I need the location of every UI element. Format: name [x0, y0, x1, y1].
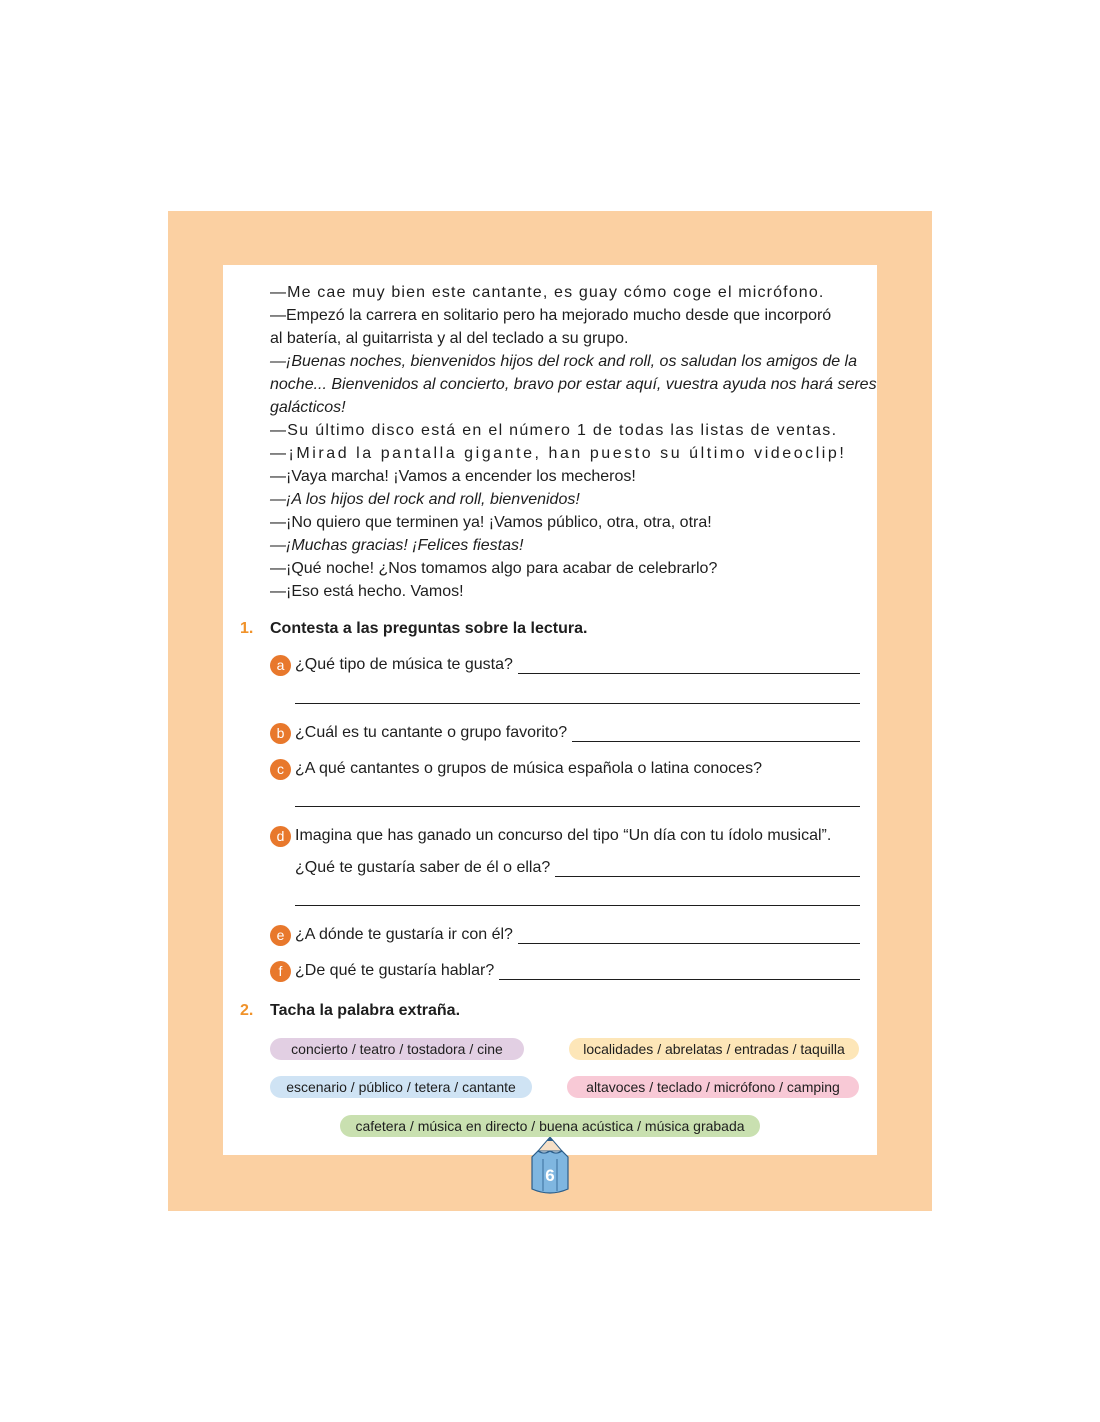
word-group-pill[interactable]: cafetera / música en directo / buena acústica / música grabada [340, 1115, 760, 1137]
answer-line[interactable] [555, 862, 860, 877]
question-letter-badge: a [270, 655, 291, 676]
question-text: ¿De qué te gustaría hablar? [295, 962, 495, 979]
task-1-heading [240, 617, 587, 641]
question-b [270, 720, 860, 746]
dialogue-line: —Empezó la carrera en solitario pero ha mejorado mucho desde que incorporó [270, 307, 832, 324]
task-2-heading [240, 999, 460, 1023]
dialogue-line: —¡Eso está hecho. Vamos! [270, 583, 464, 600]
task-number: 2. [240, 1002, 254, 1019]
question-letter-badge: b [270, 723, 291, 744]
question-f [270, 958, 860, 984]
dialogue-line: —Su último disco está en el número 1 de todas las listas de ventas. [270, 422, 838, 439]
dialogue-line: —¡Qué noche! ¿Nos tomamos algo para acabar de celebrarlo? [270, 560, 718, 577]
answer-line[interactable] [518, 659, 860, 674]
question-text: ¿Cuál es tu cantante o grupo favorito? [295, 724, 568, 741]
dialogue-line: galácticos! [270, 399, 346, 416]
word-group-pill[interactable]: altavoces / teclado / micrófono / camping [567, 1076, 859, 1098]
question-c [270, 756, 860, 782]
task-title: Contesta a las preguntas sobre la lectura. [270, 620, 588, 637]
question-text: Imagina que has ganado un concurso del tipo “Un día con tu ídolo musical”. [295, 827, 832, 844]
task-number: 1. [240, 620, 254, 637]
dialogue-line: —¡Muchas gracias! ¡Felices fiestas! [270, 537, 524, 554]
question-d [270, 823, 860, 849]
dialogue-line: noche... Bienvenidos al concierto, bravo por estar aquí, vuestra ayuda nos hará seres [270, 376, 877, 393]
question-letter-badge: f [270, 961, 291, 982]
question-text: ¿A dónde te gustaría ir con él? [295, 926, 513, 943]
word-group-pill[interactable]: escenario / público / tetera / cantante [270, 1076, 532, 1098]
pencil-lead-shape [547, 1137, 554, 1141]
word-group-pill[interactable]: localidades / abrelatas / entradas / taquilla [569, 1038, 859, 1060]
question-letter-badge: e [270, 925, 291, 946]
dialogue-line: —¡A los hijos del rock and roll, bienvenidos! [270, 491, 580, 508]
dialogue-line: —¡No quiero que terminen ya! ¡Vamos público, otra, otra, otra! [270, 514, 712, 531]
question-letter-badge: d [270, 826, 291, 847]
dialogue-line: —¡Buenas noches, bienvenidos hijos del rock and roll, os saludan los amigos de la [270, 353, 858, 370]
question-text: ¿Qué tipo de música te gusta? [295, 656, 513, 673]
answer-line[interactable] [295, 703, 860, 704]
question-a [270, 652, 860, 678]
question-text: ¿Qué te gustaría saber de él o ella? [295, 859, 551, 876]
dialogue-line: —¡Mirad la pantalla gigante, han puesto su último videoclip! [270, 445, 847, 462]
answer-line[interactable] [518, 929, 860, 944]
question-text: ¿A qué cantantes o grupos de música española o latina conoces? [295, 760, 762, 777]
question-letter-badge: c [270, 759, 291, 780]
dialogue-line: al batería, al guitarrista y al del teclado a su grupo. [270, 330, 629, 347]
answer-line[interactable] [295, 806, 860, 807]
dialogue-line: —¡Vaya marcha! ¡Vamos a encender los mecheros! [270, 468, 636, 485]
question-d-followup [270, 855, 860, 881]
question-e [270, 922, 860, 948]
answer-line[interactable] [295, 905, 860, 906]
page-number: 6 [545, 1166, 555, 1185]
word-group-pill[interactable]: concierto / teatro / tostadora / cine [270, 1038, 524, 1060]
answer-line[interactable] [572, 727, 860, 742]
answer-line[interactable] [499, 965, 860, 980]
dialogue-line: —Me cae muy bien este cantante, es guay cómo coge el micrófono. [270, 284, 825, 301]
task-title: Tacha la palabra extraña. [270, 1002, 461, 1019]
